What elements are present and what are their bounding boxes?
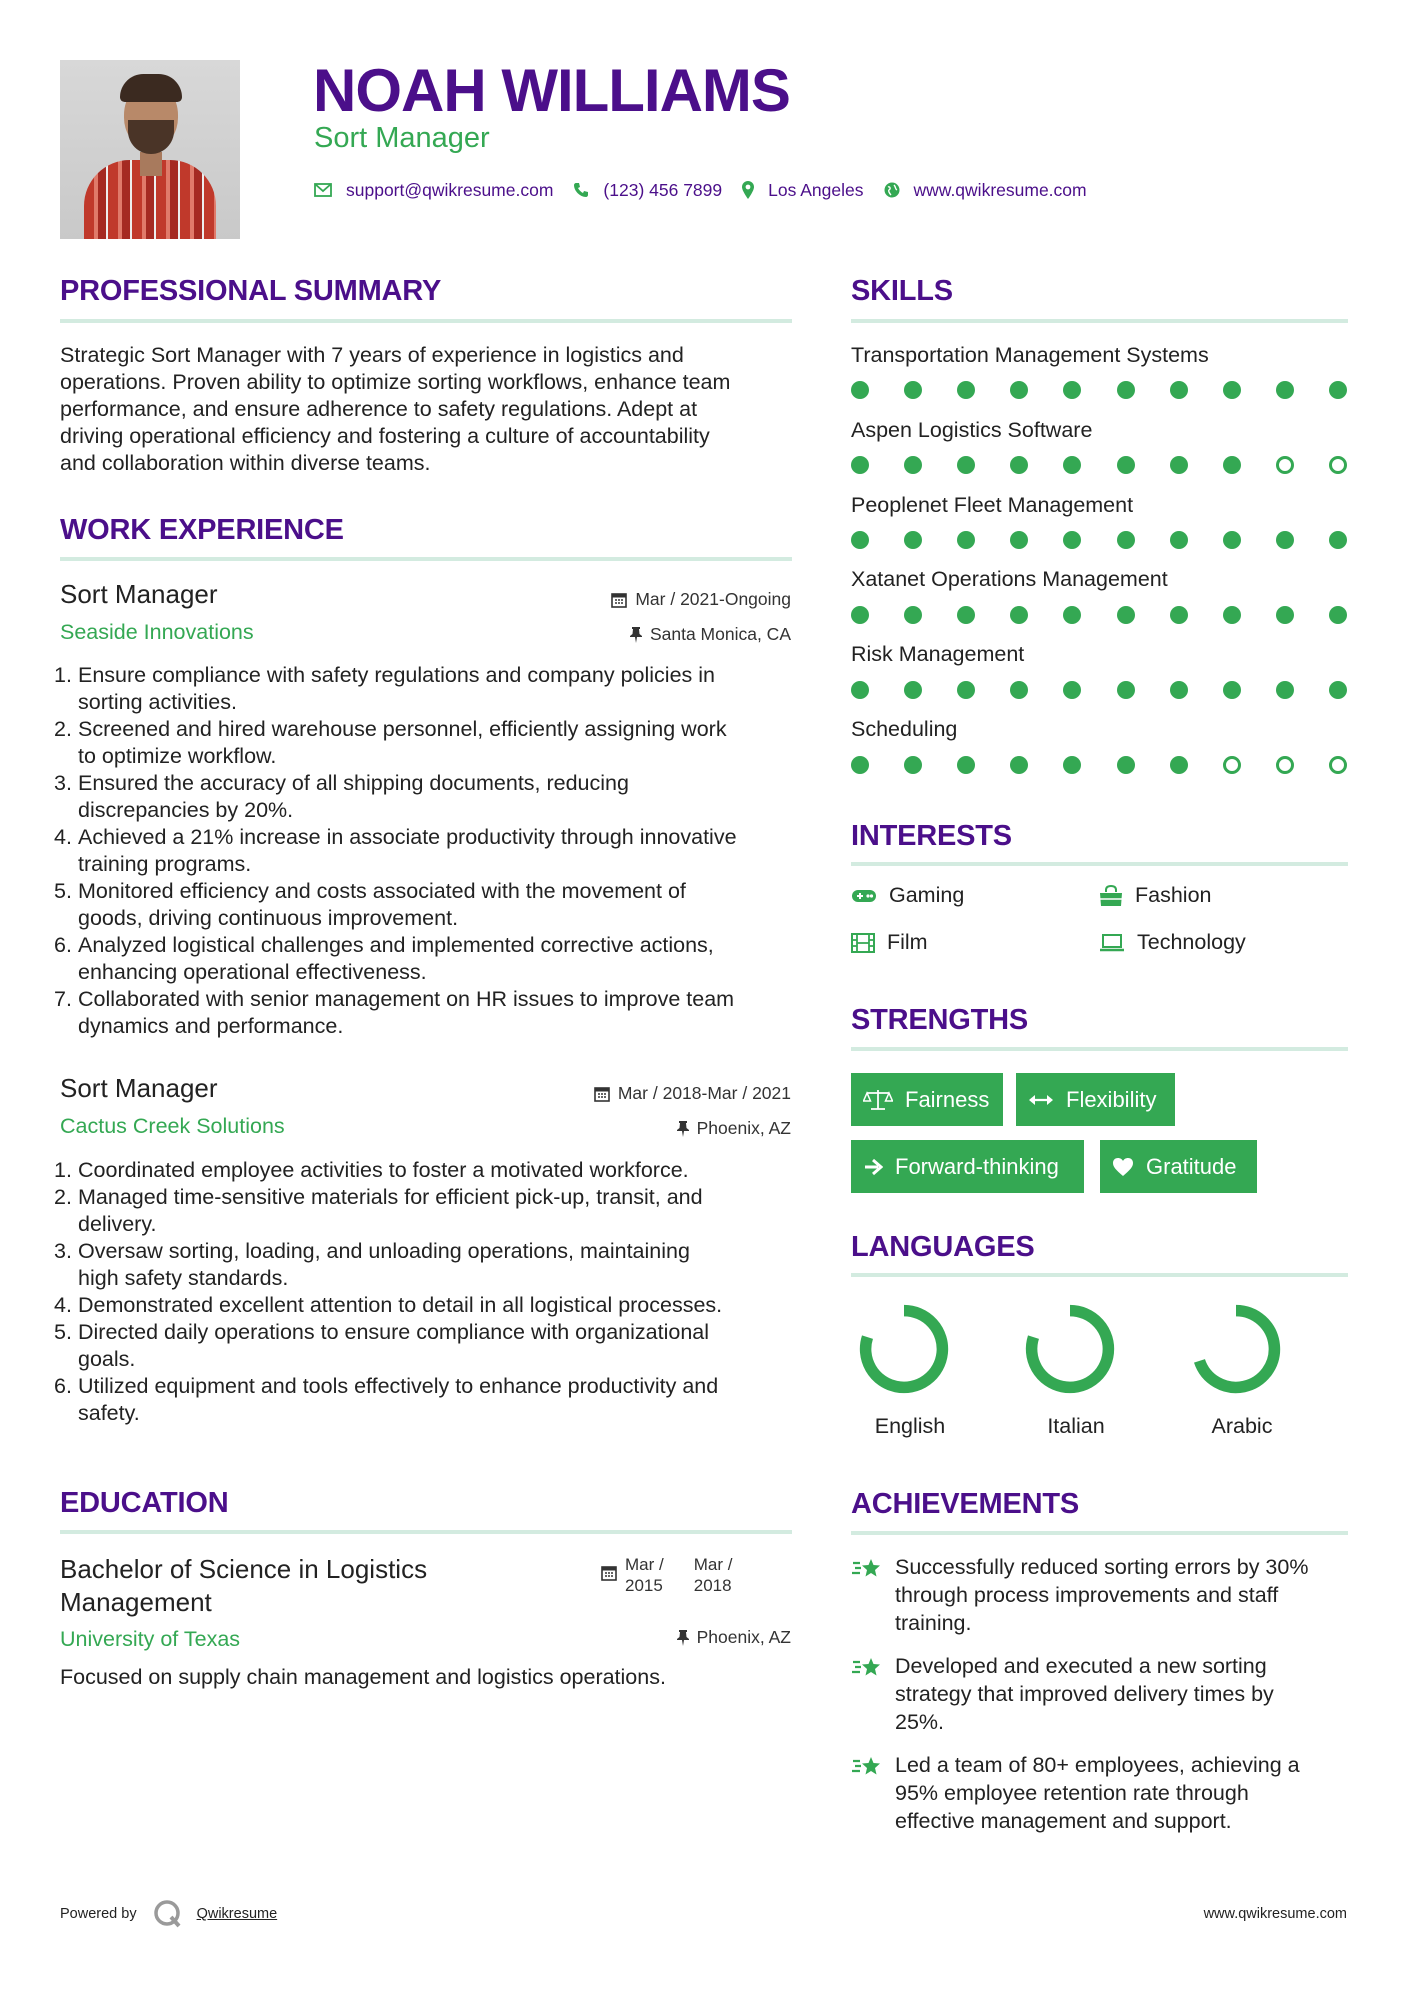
skill-dot-filled: [1223, 381, 1241, 399]
skill-name: Transportation Management Systems: [851, 343, 1209, 367]
skill-dot-filled: [1117, 531, 1135, 549]
education-location-text: Phoenix, AZ: [696, 1627, 791, 1647]
skill-dot-filled: [1223, 681, 1241, 699]
interest-label: Film: [887, 930, 928, 954]
job-location: [677, 1118, 791, 1139]
skill-name: Peoplenet Fleet Management: [851, 493, 1134, 517]
job-dates-text: Mar / 2018-Mar / 2021: [617, 1083, 791, 1103]
skill-dot-filled: [1170, 381, 1188, 399]
section-divider: [851, 319, 1348, 323]
phone-icon: [573, 182, 589, 198]
strength-gratitude: [1100, 1140, 1257, 1193]
calendar-icon: [611, 592, 627, 608]
skill-rating: [851, 456, 1351, 476]
section-divider: [851, 1273, 1348, 1277]
skill-rating: [851, 381, 1351, 401]
skill-rating: [851, 531, 1351, 551]
language-name: English: [874, 1414, 946, 1438]
education-school: University of Texas: [60, 1627, 241, 1651]
skill-dot-empty: [1276, 456, 1294, 474]
skill-dot-filled: [1276, 531, 1294, 549]
profile-photo: [60, 60, 240, 239]
language-ring: [856, 1301, 952, 1397]
qwikresume-logo-icon: [153, 1899, 183, 1929]
calendar-icon: [594, 1086, 610, 1102]
skill-dot-filled: [1223, 606, 1241, 624]
calendar-icon: [601, 1565, 617, 1581]
achievements-heading: ACHIEVEMENTS: [851, 1488, 1080, 1520]
film-icon: [851, 933, 875, 953]
strength-label: Forward-thinking: [895, 1153, 1059, 1179]
job-role: Sort Manager: [60, 1073, 218, 1103]
section-divider: [60, 1530, 792, 1534]
strength-label: Gratitude: [1146, 1153, 1237, 1179]
skill-dot-filled: [904, 456, 922, 474]
arrows-horizontal-icon: [1028, 1093, 1054, 1107]
list-item: 4. Demonstrated excellent attention to detail in all logistical processes.: [54, 1293, 723, 1317]
skill-dot-filled: [1063, 681, 1081, 699]
skill-dot-filled: [1063, 531, 1081, 549]
strengths-heading: STRENGTHS: [851, 1004, 1029, 1036]
strength-label: Fairness: [905, 1086, 990, 1112]
skill-dot-filled: [904, 381, 922, 399]
candidate-title: Sort Manager: [314, 122, 490, 154]
skill-dot-filled: [1276, 606, 1294, 624]
laptop-icon: [1099, 934, 1125, 952]
skill-dot-filled: [851, 531, 869, 549]
skill-dot-filled: [1010, 381, 1028, 399]
interest-label: Fashion: [1135, 883, 1212, 907]
skill-dot-empty: [1223, 756, 1241, 774]
skill-dot-filled: [1223, 456, 1241, 474]
achievement-item: Successfully reduced sorting errors by 30% through process improvements and staff training.: [851, 1553, 1308, 1637]
skill-name: Xatanet Operations Management: [851, 567, 1168, 591]
skill-dot-filled: [1170, 756, 1188, 774]
job-dates-text: Mar / 2021-Ongoing: [635, 589, 791, 609]
contact-phone[interactable]: [573, 180, 722, 201]
strength-fairness: [851, 1073, 1003, 1126]
gamepad-icon: [851, 888, 877, 904]
summary-text: [60, 342, 730, 477]
skill-dot-empty: [1329, 756, 1347, 774]
skill-dot-filled: [957, 681, 975, 699]
language-name: Arabic: [1211, 1414, 1273, 1438]
skill-dot-empty: [1329, 456, 1347, 474]
skill-dot-filled: [957, 606, 975, 624]
summary-line: Strategic Sort Manager with 7 years of experience in logistics and: [60, 343, 684, 367]
job-role: Sort Manager: [60, 579, 218, 609]
arrow-right-icon: [863, 1158, 883, 1176]
section-divider: [60, 557, 792, 561]
education-degree: [60, 1553, 427, 1619]
list-item: 5. Directed daily operations to ensure compliance with organizational goals.: [54, 1320, 710, 1371]
skill-dot-filled: [851, 756, 869, 774]
contact-location: [742, 180, 863, 201]
strength-label: Flexibility: [1066, 1086, 1157, 1112]
job-bullets: [54, 1157, 800, 1427]
skill-dot-filled: [1329, 381, 1347, 399]
contact-email-text: support@qwikresume.com: [346, 179, 554, 200]
skill-dot-filled: [904, 531, 922, 549]
pushpin-icon: [677, 1121, 689, 1137]
list-item: 2. Screened and hired warehouse personnel, efficiently assigning work to optimize workflow.: [54, 717, 727, 768]
section-divider: [851, 1531, 1348, 1535]
list-item: 3. Ensured the accuracy of all shipping documents, reducing discrepancies by 20%.: [54, 771, 629, 822]
skill-dot-filled: [1223, 531, 1241, 549]
strength-flexibility: [1016, 1073, 1175, 1126]
job-company: Cactus Creek Solutions: [60, 1114, 285, 1138]
contact-email[interactable]: [314, 180, 553, 201]
job-dates: [594, 1083, 791, 1104]
skill-dot-filled: [1117, 456, 1135, 474]
skill-rating: [851, 606, 1351, 626]
footer-powered-by: [60, 1899, 277, 1929]
contact-website-text: www.qwikresume.com: [913, 179, 1087, 200]
skill-dot-filled: [851, 381, 869, 399]
skill-dot-filled: [957, 531, 975, 549]
language-name: Italian: [1047, 1414, 1105, 1438]
interest-technology: [1099, 930, 1246, 955]
skill-dot-filled: [1329, 606, 1347, 624]
skill-dot-empty: [1276, 756, 1294, 774]
interest-label: Gaming: [889, 883, 965, 907]
languages-heading: LANGUAGES: [851, 1231, 1035, 1263]
interest-label: Technology: [1137, 930, 1246, 954]
summary-line: driving operational efficiency and fostering a culture of accountability: [60, 424, 710, 448]
summary-heading: PROFESSIONAL SUMMARY: [60, 275, 442, 307]
education-end: Mar / 2018: [693, 1555, 733, 1595]
skill-dot-filled: [1170, 606, 1188, 624]
shooting-star-icon: [851, 1654, 883, 1682]
list-item: 5. Monitored efficiency and costs associated with the movement of goods, driving continuous improvement.: [54, 879, 686, 930]
list-item: 3. Oversaw sorting, loading, and unloading operations, maintaining high safety standards.: [54, 1239, 690, 1290]
footer-website[interactable]: www.qwikresume.com: [1203, 1906, 1347, 1922]
candidate-name: NOAH WILLIAMS: [313, 57, 790, 124]
skill-dot-filled: [957, 456, 975, 474]
education-description: Focused on supply chain management and logistics operations.: [60, 1665, 666, 1689]
skill-rating: [851, 681, 1351, 701]
interest-gaming: [851, 883, 964, 908]
skill-dot-filled: [1063, 456, 1081, 474]
summary-line: performance, and ensure adherence to safety regulations. Adept at: [60, 397, 698, 421]
heart-icon: [1112, 1157, 1134, 1177]
skill-dot-filled: [1329, 531, 1347, 549]
skill-dot-filled: [904, 681, 922, 699]
skill-dot-filled: [1010, 756, 1028, 774]
job-location-text: Phoenix, AZ: [696, 1118, 791, 1138]
summary-line: operations. Proven ability to optimize sorting workflows, enhance team: [60, 370, 731, 394]
education-dates: [601, 1554, 732, 1596]
skill-dot-filled: [957, 756, 975, 774]
degree-line: Bachelor of Science in Logistics: [60, 1554, 428, 1584]
skill-dot-filled: [1170, 531, 1188, 549]
skill-dot-filled: [851, 606, 869, 624]
globe-icon: [884, 182, 900, 198]
list-item: 1. Ensure compliance with safety regulations and company policies in sorting activities.: [54, 663, 715, 714]
job-dates: [611, 589, 791, 610]
skill-dot-filled: [1170, 681, 1188, 699]
strength-forward-thinking: [851, 1140, 1084, 1193]
job-location: [630, 624, 791, 645]
job-bullets: [54, 662, 800, 1040]
balance-scale-icon: [863, 1089, 893, 1111]
education-location: [677, 1627, 791, 1648]
section-divider: [851, 862, 1348, 866]
list-item: 7. Collaborated with senior management on HR issues to improve team dynamics and performance.: [54, 987, 735, 1038]
skill-dot-filled: [1117, 756, 1135, 774]
interest-fashion: [1099, 883, 1212, 908]
skill-dot-filled: [1117, 681, 1135, 699]
skill-dot-filled: [904, 756, 922, 774]
skill-name: Scheduling: [851, 717, 958, 741]
skill-dot-filled: [1010, 456, 1028, 474]
skill-dot-filled: [1276, 381, 1294, 399]
skill-dot-filled: [1063, 381, 1081, 399]
skill-dot-filled: [1010, 531, 1028, 549]
skill-dot-filled: [1010, 681, 1028, 699]
contact-bar: [314, 178, 1107, 202]
skill-dot-filled: [957, 381, 975, 399]
list-item: 2. Managed time-sensitive materials for efficient pick-up, transit, and delivery.: [54, 1185, 703, 1236]
skill-dot-filled: [1010, 606, 1028, 624]
section-divider: [851, 1047, 1348, 1051]
list-item: 6. Utilized equipment and tools effectively to enhance productivity and safety.: [54, 1374, 719, 1425]
section-divider: [60, 319, 792, 323]
achievement-item: Led a team of 80+ employees, achieving a 95% employee retention rate through effective management and support.: [851, 1751, 1300, 1835]
skill-name: Aspen Logistics Software: [851, 418, 1093, 442]
summary-line: and collaboration within diverse teams.: [60, 451, 431, 475]
envelope-icon: [314, 183, 332, 197]
skill-dot-filled: [1117, 381, 1135, 399]
list-item: 4. Achieved a 21% increase in associate productivity through innovative training programs.: [54, 825, 737, 876]
contact-phone-text: (123) 456 7899: [603, 179, 723, 200]
powered-by-text: Powered by: [60, 1906, 137, 1922]
language-ring: [1188, 1301, 1284, 1397]
shooting-star-icon: [851, 1555, 883, 1583]
skill-dot-filled: [1329, 681, 1347, 699]
skill-dot-filled: [904, 606, 922, 624]
skill-dot-filled: [851, 456, 869, 474]
skills-heading: SKILLS: [851, 275, 953, 307]
skill-dot-filled: [1276, 681, 1294, 699]
footer-brand-link[interactable]: Qwikresume: [196, 1906, 278, 1922]
language-ring: [1022, 1301, 1118, 1397]
shooting-star-icon: [851, 1753, 883, 1781]
list-item: 1. Coordinated employee activities to foster a motivated workforce.: [54, 1158, 689, 1182]
skill-dot-filled: [851, 681, 869, 699]
pushpin-icon: [630, 627, 642, 643]
education-start: Mar / 2015: [625, 1555, 664, 1595]
contact-website[interactable]: [884, 180, 1087, 201]
job-location-text: Santa Monica, CA: [649, 624, 791, 644]
skill-dot-filled: [1170, 456, 1188, 474]
work-heading: WORK EXPERIENCE: [60, 514, 344, 546]
job-company: Seaside Innovations: [60, 620, 254, 644]
achievement-item: Developed and executed a new sorting strategy that improved delivery times by 25%.: [851, 1652, 1274, 1736]
skill-dot-filled: [1117, 606, 1135, 624]
education-heading: EDUCATION: [60, 1487, 229, 1519]
skill-rating: [851, 756, 1351, 776]
pushpin-icon: [677, 1630, 689, 1646]
shopping-bag-icon: [1099, 885, 1123, 907]
skill-dot-filled: [1063, 756, 1081, 774]
skill-dot-filled: [1063, 606, 1081, 624]
degree-line: Management: [60, 1587, 212, 1617]
map-pin-icon: [742, 181, 754, 199]
interest-film: [851, 930, 928, 955]
contact-location-text: Los Angeles: [768, 179, 864, 200]
interests-heading: INTERESTS: [851, 820, 1012, 852]
skill-name: Risk Management: [851, 642, 1025, 666]
list-item: 6. Analyzed logistical challenges and implemented corrective actions, enhancing operational effectiveness.: [54, 933, 714, 984]
